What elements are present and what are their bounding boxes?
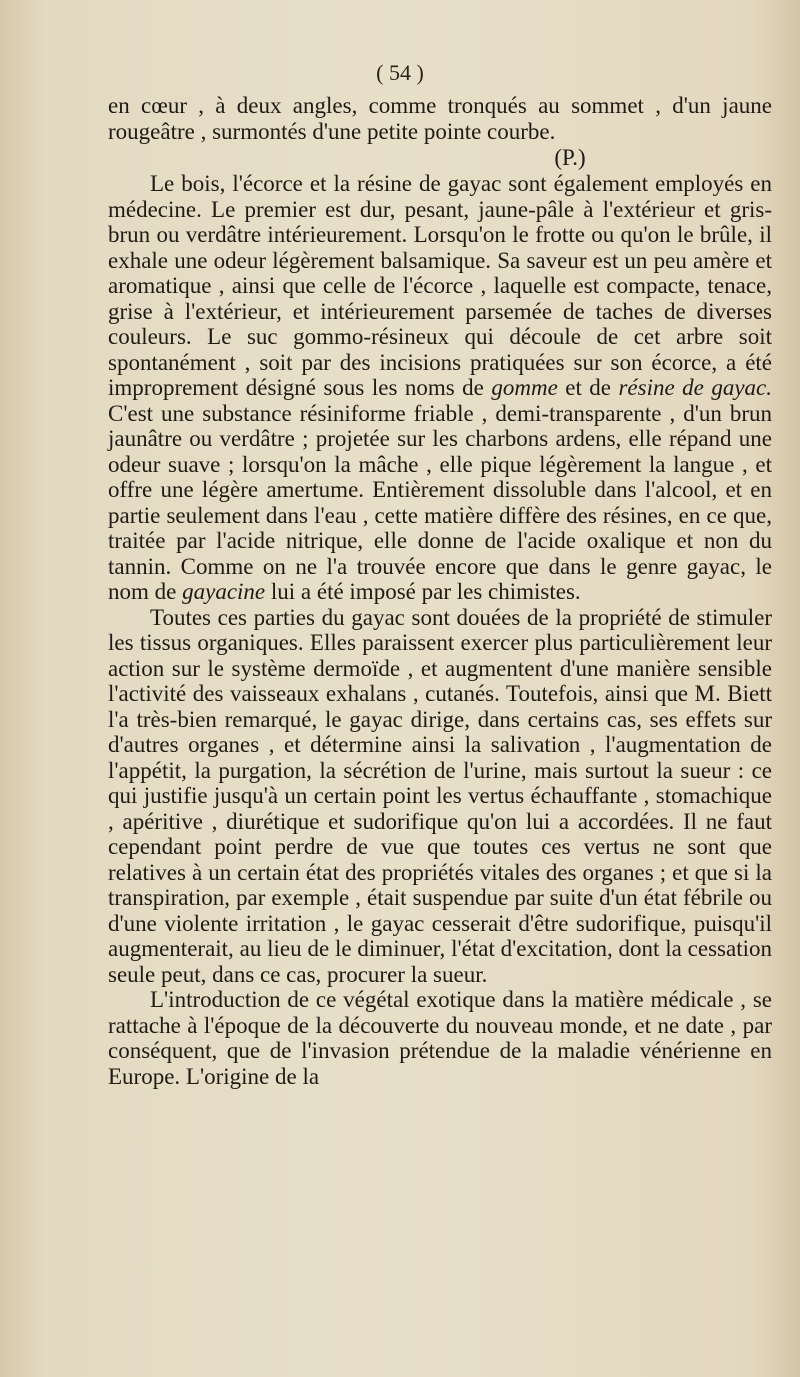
text-run: C'est une substance résiniforme friable , demi-transparente , d'un brun jaunâtre ou verdâtre ; projetée sur les charbons ardens, elle répand une odeur suave ; lorsqu'on la mâche , elle pique légèrement la langue , et offre une légère amertume. Entièrement dissoluble dans l'alcool, et en partie seulement dans l'eau , cette matière diffère des résines, en ce que, traitée par l'acide nitrique, elle donne de l'acide oxalique et non du tannin. Comme on ne l'a trouvée encore que dans le genre gayac, le nom de [108, 400, 772, 604]
section-label: (P.) [554, 145, 586, 170]
page-number: ( 54 ) [376, 60, 424, 85]
paragraph-continued: en cœur , à deux angles, comme tronqués au sommet , d'un jaune rougeâtre , surmontés d'une petite pointe courbe. [108, 93, 772, 144]
paragraph-introduction: L'introduction de ce végétal exotique dans la matière médicale , se rattache à l'époque de la découverte du nouveau monde, et ne date , par conséquent, que de l'invasion prétendue de la maladie vénérienne en Europe. L'origine de la [108, 987, 772, 1089]
body-text [108, 93, 772, 1089]
text-run: Le bois, l'écorce et la résine de gayac sont également employés en médecine. Le premier est dur, pesant, jaune-pâle à l'extérieur et gris-brun ou verdâtre intérieurement. Lorsqu'on le frotte ou qu'on le brûle, il exhale une odeur légèrement balsamique. Sa saveur est un peu amère et aromatique , ainsi que celle de l'écorce , laquelle est compacte, tenace, grise à l'extérieur, et intérieurement parsemée de taches de diverses couleurs. Le suc gommo-résineux qui découle de cet arbre soit spontanément , soit par des incisions pratiquées sur son écorce, a été improprement désigné sous les noms de [108, 171, 772, 400]
paragraph-properties: Toutes ces parties du gayac sont douées de la propriété de stimuler les tissus organiques. Elles paraissent exercer plus particulièrement leur action sur le système dermoïde , et augmentent d'une manière sensible l'activité des vaisseaux exhalans , cutanés. Toutefois, ainsi que M. Biett l'a très-bien remarqué, le gayac dirige, dans certains cas, ses effets sur d'autres organes , et détermine ainsi la salivation , l'augmentation de l'appétit, la purgation, la sécrétion de l'urine, mais surtout la sueur : ce qui justifie jusqu'à un certain point les vertus échauffante , stomachique , apéritive , diurétique et sudorifique qu'on lui a accordées. Il ne faut cependant point perdre de vue que toutes ces vertus ne sont que relatives à un certain état des propriétés vitales des organes ; et que si la transpiration, par exemple , était suspendue par suite d'un état fébrile ou d'une violente irritation , le gayac cesserait d'être sudorifique, puisqu'il augmenterait, au lieu de le diminuer, l'état d'excitation, dont la cessation seule peut, dans ce cas, procurer la sueur. [108, 604, 772, 987]
italic-term-gomme: gomme [491, 375, 558, 400]
paragraph-gayac-description [108, 171, 772, 605]
italic-term-resine: résine de gayac. [618, 375, 772, 400]
text-run: et de [557, 375, 619, 400]
text-run: lui a été imposé par les chimistes. [265, 579, 581, 604]
italic-term-gayacine: gayacine [182, 579, 266, 604]
